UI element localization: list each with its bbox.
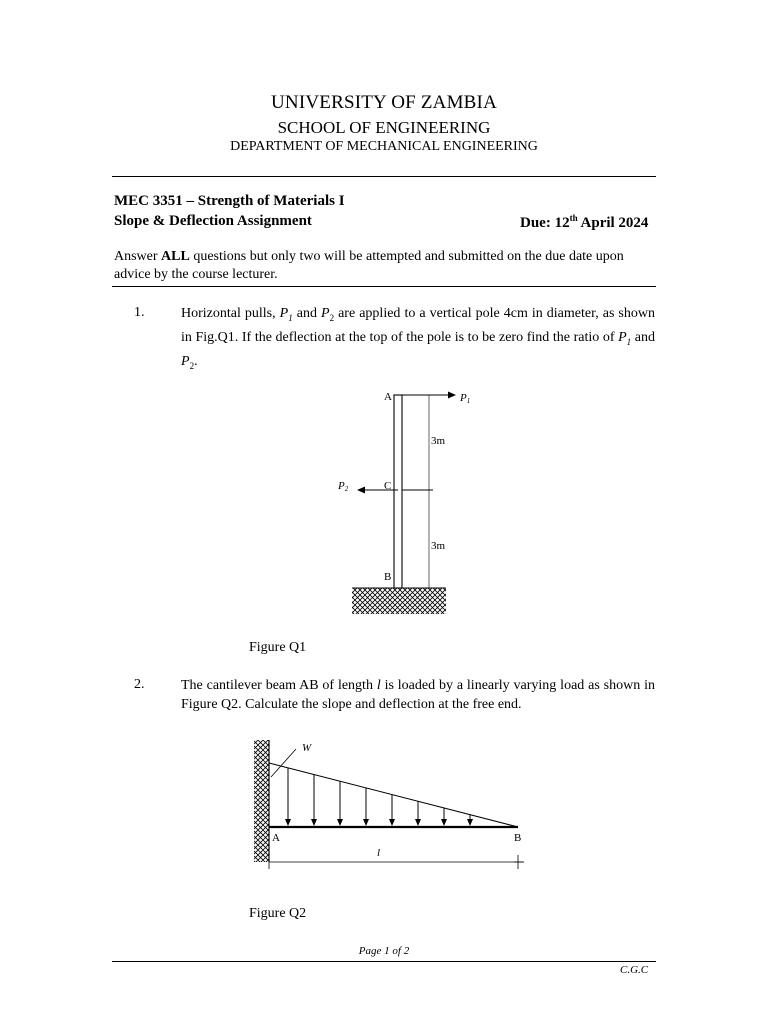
label-lower-span: 3m — [431, 540, 446, 552]
school-name: SCHOOL OF ENGINEERING — [277, 118, 491, 137]
w-leader — [271, 749, 296, 777]
figure-q1-caption: Figure Q1 — [249, 640, 307, 655]
load-arrow-head — [441, 819, 447, 826]
university-name: UNIVERSITY OF ZAMBIA — [270, 92, 498, 113]
load-arrow-head — [363, 819, 369, 826]
label-b: B — [514, 832, 522, 844]
label-upper-span: 3m — [431, 435, 446, 447]
assignment-title: Slope & Deflection Assignment — [114, 213, 312, 229]
department-name: DEPARTMENT OF MECHANICAL ENGINEERING — [230, 139, 538, 154]
length-dimension — [269, 855, 524, 869]
figure-q1-diagram — [320, 380, 480, 625]
fixed-wall — [254, 740, 269, 862]
label-p2: P2 — [338, 480, 349, 493]
load-arrow-head — [467, 819, 473, 826]
load-arrow-head — [415, 819, 421, 826]
label-b: B — [384, 571, 392, 583]
instructions: Answer ALL questions but only two will be attempted and submitted on the due date upon advice by the course lecturer. — [114, 249, 624, 282]
label-w: W — [302, 742, 312, 754]
course-code-title: MEC 3351 – Strength of Materials I — [114, 193, 345, 209]
footer-divider — [112, 961, 656, 962]
load-arrow-head — [285, 819, 291, 826]
question-2-text: The cantilever beam AB of length l is loaded by a linearly varying load as shown in Figure Q2. Calculate the slope and deflection at the free end. — [181, 678, 655, 712]
page-number: Page 1 of 2 — [358, 945, 410, 957]
author-initials: C.G.C — [620, 964, 649, 976]
load-arrows — [285, 768, 473, 826]
instructions-divider — [112, 286, 656, 287]
load-envelope — [269, 763, 518, 827]
load-arrow-head — [337, 819, 343, 826]
question-2-number: 2. — [134, 677, 145, 692]
question-1-number: 1. — [134, 305, 145, 320]
label-p1: P1 — [460, 392, 471, 405]
load-arrow-head — [311, 819, 317, 826]
question-1-text: Horizontal pulls, $P_1$ and $P_2$ are applied to a vertical pole 4cm in diameter, as shown in Fig.Q1. If the deflection at the top of the pole is to be zero find the ratio of $P_1$ and $P_2$. — [181, 306, 655, 371]
p1-arrow — [398, 392, 456, 399]
label-c: C — [384, 480, 392, 492]
load-arrow-head — [389, 819, 395, 826]
label-a: A — [384, 391, 392, 403]
ground-hatching — [352, 588, 446, 614]
label-a: A — [272, 832, 280, 844]
header-divider — [112, 176, 656, 177]
due-date: Due: 12th April 2024 — [520, 213, 649, 231]
p2-arrow — [357, 487, 398, 494]
figure-q2-caption: Figure Q2 — [249, 906, 307, 921]
label-length: l — [377, 847, 381, 859]
pole — [394, 395, 402, 588]
figure-q2-diagram — [248, 735, 538, 870]
